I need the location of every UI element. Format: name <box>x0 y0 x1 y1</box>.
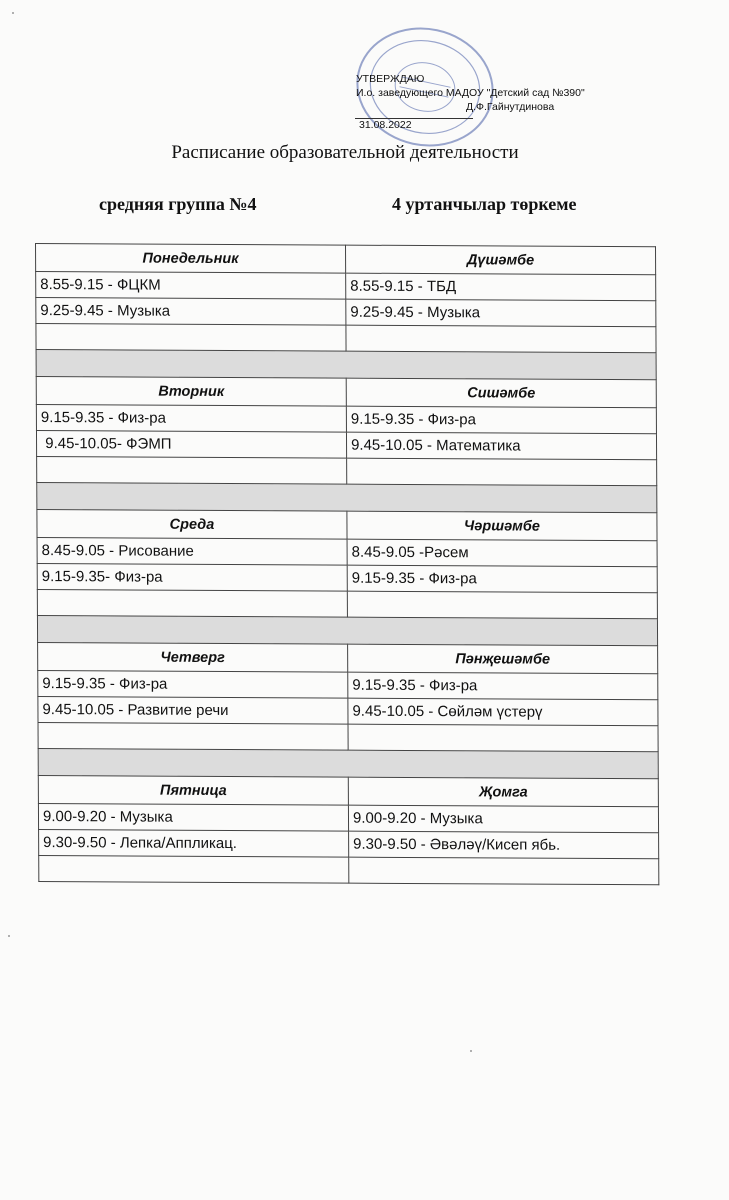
schedule-cell-ru: 9.45-10.05 - Развитие речи <box>38 697 348 725</box>
separator-row <box>38 749 658 779</box>
empty-row <box>39 856 659 885</box>
schedule-cell-ru: 9.30-9.50 - Лепка/Аппликац. <box>39 830 349 858</box>
separator-cell <box>37 616 657 646</box>
table-row <box>37 564 657 593</box>
empty-row <box>37 457 657 486</box>
empty-cell <box>37 457 347 485</box>
empty-cell <box>347 458 657 486</box>
empty-row <box>38 723 658 752</box>
day-name-ru: Четверг <box>38 643 348 673</box>
approval-date: 31.08.2022 <box>359 118 412 131</box>
day-name-tt: Пәнҗешәмбе <box>348 644 658 674</box>
separator-cell <box>37 483 657 513</box>
schedule-cell-tt: 9.45-10.05 - Сөйләм үстерү <box>348 698 658 726</box>
separator-cell <box>36 350 656 380</box>
separator-cell <box>38 749 658 779</box>
scan-speck <box>8 935 10 937</box>
schedule-cell-ru: 9.15-9.35- Физ-ра <box>37 564 347 592</box>
separator-row <box>36 350 656 380</box>
schedule-cell-tt: 9.25-9.45 - Музыка <box>346 299 656 327</box>
day-name-tt: Чәршәмбе <box>347 511 657 541</box>
schedule-cell-tt: 9.15-9.35 - Физ-ра <box>346 406 656 434</box>
empty-cell <box>36 324 346 352</box>
empty-cell <box>39 856 349 884</box>
schedule-cell-ru: 8.45-9.05 - Рисование <box>37 538 347 566</box>
empty-row <box>36 324 656 353</box>
subtitle-ru: средняя группа №4 <box>99 194 257 214</box>
scan-speck <box>12 12 14 14</box>
table-row <box>36 272 656 301</box>
day-name-ru: Вторник <box>36 377 346 407</box>
empty-cell <box>346 325 656 353</box>
table-row <box>38 697 658 726</box>
schedule-cell-tt: 9.00-9.20 - Музыка <box>348 805 658 833</box>
separator-row <box>37 616 657 646</box>
day-name-tt: Сишәмбе <box>346 378 656 408</box>
schedule-cell-ru: 9.45-10.05- ФЭМП <box>36 431 346 459</box>
schedule-cell-tt: 9.45-10.05 - Математика <box>346 432 656 460</box>
schedule-cell-ru: 9.00-9.20 - Музыка <box>38 804 348 832</box>
day-header-row <box>37 510 657 541</box>
separator-row <box>37 483 657 513</box>
empty-row <box>37 590 657 619</box>
empty-cell <box>38 723 348 751</box>
table-row <box>36 405 656 434</box>
schedule-cell-ru: 9.15-9.35 - Физ-ра <box>36 405 346 433</box>
approval-signatory: Д.Ф.Гайнутдинова <box>466 101 555 114</box>
table-row <box>38 671 658 700</box>
table-row <box>36 431 656 460</box>
table-row <box>38 804 658 833</box>
schedule-cell-ru: 9.25-9.45 - Музыка <box>36 298 346 326</box>
subtitle-tt: 4 уртанчылар төркеме <box>392 194 577 214</box>
schedule-cell-tt: 9.15-9.35 - Физ-ра <box>348 672 658 700</box>
day-name-ru: Пятница <box>38 776 348 806</box>
day-name-tt: Җомга <box>348 777 658 807</box>
schedule-cell-ru: 9.15-9.35 - Физ-ра <box>38 671 348 699</box>
table-row <box>39 830 659 859</box>
table-row <box>37 538 657 567</box>
day-header-row <box>36 377 656 408</box>
page-title: Расписание образовательной деятельности <box>171 142 519 163</box>
day-name-tt: Дүшәмбе <box>345 245 655 275</box>
empty-cell <box>349 857 659 885</box>
scan-speck <box>470 1050 472 1052</box>
day-name-ru: Понедельник <box>36 244 346 274</box>
empty-cell <box>37 590 347 618</box>
schedule-cell-tt: 8.55-9.15 - ТБД <box>346 273 656 301</box>
approval-position: И.о. заведующего МАДОУ "Детский сад №390" <box>356 87 585 100</box>
schedule-cell-tt: 9.15-9.35 - Физ-ра <box>347 565 657 593</box>
day-header-row <box>36 244 656 275</box>
day-header-row <box>38 643 658 674</box>
approval-block <box>356 72 585 132</box>
day-header-row <box>38 776 658 807</box>
schedule-table <box>35 243 659 885</box>
schedule-cell-ru: 8.55-9.15 - ФЦКМ <box>36 272 346 300</box>
schedule-cell-tt: 8.45-9.05 -Рәсем <box>347 539 657 567</box>
empty-cell <box>348 724 658 752</box>
table-row <box>36 298 656 327</box>
day-name-ru: Среда <box>37 510 347 540</box>
signature-line <box>355 118 473 119</box>
schedule-cell-tt: 9.30-9.50 - Әвәләү/Кисеп ябь. <box>349 831 659 859</box>
empty-cell <box>347 591 657 619</box>
approval-heading: УТВЕРЖДАЮ <box>356 73 425 85</box>
